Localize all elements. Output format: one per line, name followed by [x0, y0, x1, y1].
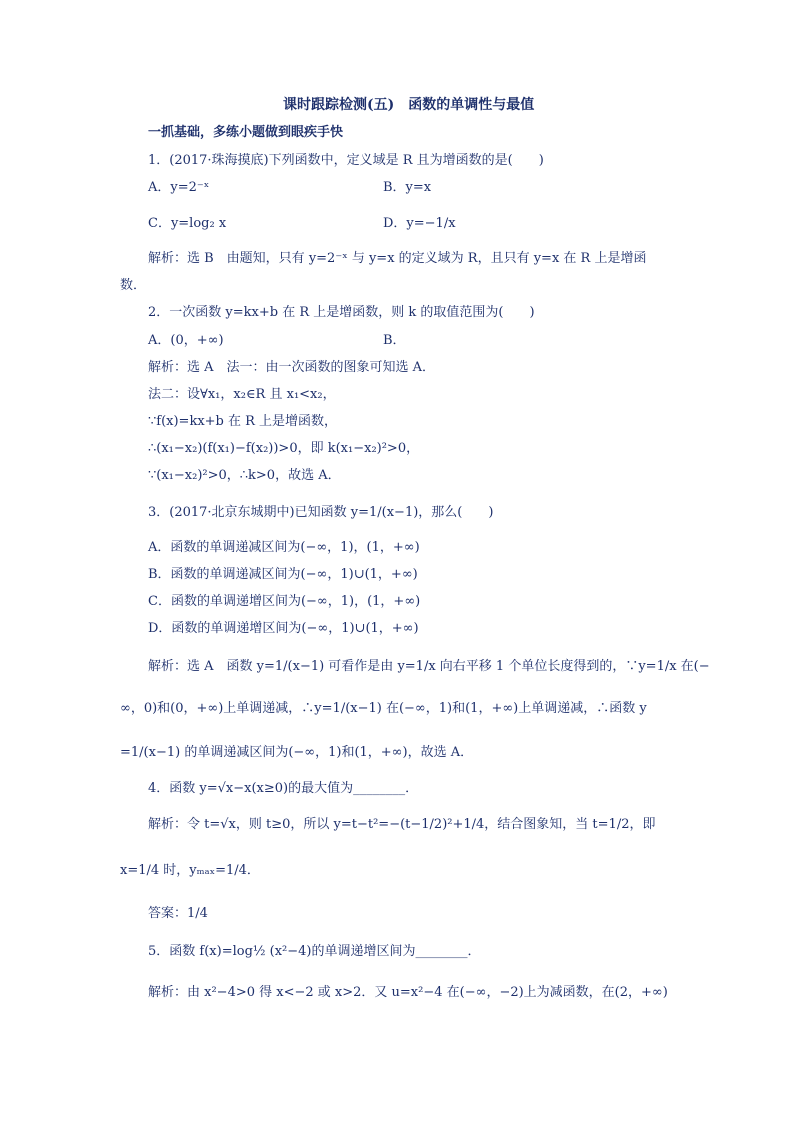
q2-solution-line-1: 解析：选 A 法一：由一次函数的图象可知选 A． [148, 360, 436, 375]
page-title: 课时跟踪检测(五) 函数的单调性与最值 [283, 97, 535, 113]
q1-solution-line-2: 数． [120, 278, 147, 293]
q2-option-b: B． [383, 333, 406, 348]
section-heading: 一抓基础，多练小题做到眼疾手快 [148, 125, 344, 140]
q4-answer: 答案：1/4 [148, 906, 208, 921]
q1-stem: 1．(2017·珠海摸底)下列函数中，定义域是 R 且为增函数的是( ) [148, 153, 544, 168]
q3-solution-line-2: ∞，0)和(0，+∞)上单调递减，∴y=1/(x−1) 在(−∞，1)和(1，+∞)上单调递减，∴函数 y [120, 701, 647, 716]
q5-solution-line-1: 解析：由 x²−4>0 得 x<−2 或 x>2．又 u=x²−4 在(−∞，−2)上为减函数，在(2，+∞) [148, 985, 668, 1000]
q2-solution-line-5: ∵(x₁−x₂)²>0，∴k>0，故选 A． [148, 468, 341, 483]
q3-stem: 3．(2017·北京东城期中)已知函数 y=1/(x−1)，那么( ) [148, 505, 494, 520]
q4-solution-line-2: x=1/4 时，yₘₐₓ=1/4． [120, 863, 260, 878]
q2-solution-line-4: ∴(x₁−x₂)(f(x₁)−f(x₂))>0，即 k(x₁−x₂)²>0， [148, 441, 420, 456]
q5-stem: 5．函数 f(x)=log½ (x²−4)的单调递增区间为________． [148, 944, 481, 959]
q4-stem: 4．函数 y=√x−x(x≥0)的最大值为________． [148, 781, 419, 796]
q3-option-c: C．函数的单调递增区间为(−∞，1)，(1，+∞) [148, 594, 421, 609]
q2-solution-line-2: 法二：设∀x₁，x₂∈R 且 x₁<x₂， [148, 387, 336, 402]
q3-solution-line-3: =1/(x−1) 的单调递减区间为(−∞，1)和(1，+∞)，故选 A． [120, 745, 474, 760]
q1-option-d: D．y=−1/x [383, 216, 456, 231]
q3-option-b: B．函数的单调递减区间为(−∞，1)∪(1，+∞) [148, 567, 418, 582]
q1-option-a: A．y=2⁻ˣ [148, 180, 210, 195]
q2-solution-line-3: ∵f(x)=kx+b 在 R 上是增函数， [148, 414, 338, 429]
q1-option-c: C．y=log₂ x [148, 216, 227, 231]
q1-option-b: B．y=x [383, 180, 432, 195]
q2-option-a: A．(0，+∞) [148, 333, 224, 348]
q2-stem: 2．一次函数 y=kx+b 在 R 上是增函数，则 k 的取值范围为( ) [148, 305, 535, 320]
q3-option-d: D．函数的单调递增区间为(−∞，1)∪(1，+∞) [148, 621, 419, 636]
q1-solution-line-1: 解析：选 B 由题知，只有 y=2⁻ˣ 与 y=x 的定义域为 R，且只有 y=x 在 R 上是增函 [148, 251, 647, 266]
q3-option-a: A．函数的单调递减区间为(−∞，1)，(1，+∞) [148, 540, 420, 555]
q4-solution-line-1: 解析：令 t=√x，则 t≥0，所以 y=t−t²=−(t−1/2)²+1/4，结合图象知，当 t=1/2，即 [148, 817, 656, 832]
q3-solution-line-1: 解析：选 A 函数 y=1/(x−1) 可看作是由 y=1/x 向右平移 1 个单位长度得到的，∵y=1/x 在(− [148, 659, 710, 674]
